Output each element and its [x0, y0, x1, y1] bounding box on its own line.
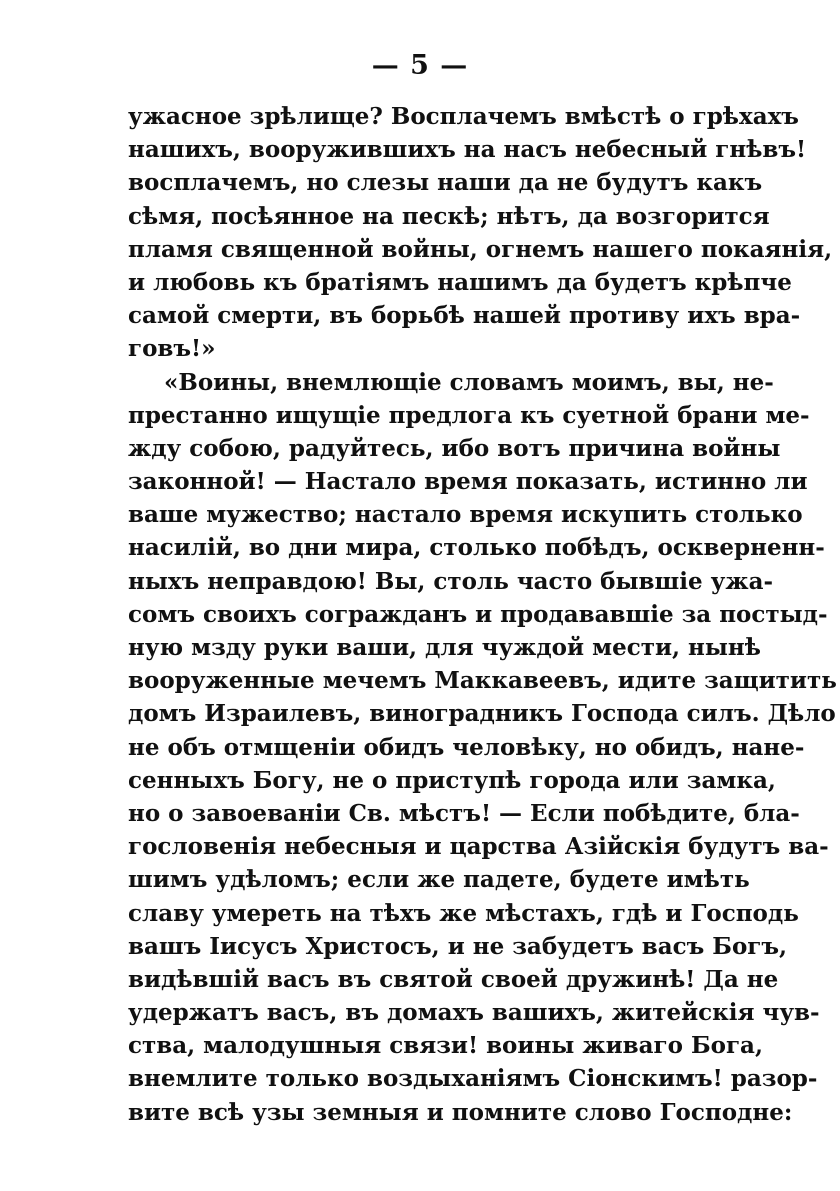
text-line: не объ отмщеніи обидъ человѣку, но обидъ, нане-	[128, 733, 805, 761]
text-line: говъ!»	[128, 335, 216, 363]
text-line: жду собою, радуйтесь, ибо вотъ причина войны	[128, 434, 781, 462]
text-line: гословенія небесныя и царства Азійскія будутъ ва-	[128, 833, 829, 861]
text-line: восплачемъ, но слезы наши да не будутъ какъ	[128, 169, 763, 197]
text-line: ства, малодушныя связи! воины живаго Бога,	[128, 1032, 763, 1060]
text-line: пламя священной войны, огнемъ нашего покаянія,	[128, 235, 833, 263]
text-line: видѣвшій васъ въ святой своей дружинѣ! Да не	[128, 965, 779, 993]
page-number: — 5 —	[371, 50, 469, 81]
text-line: удержатъ васъ, въ домахъ вашихъ, житейскія чув-	[128, 999, 820, 1027]
text-line: нашихъ, вооружившихъ на насъ небесный гнѣвъ!	[128, 136, 807, 164]
text-line: ваше мужество; настало время искупить столько	[128, 501, 803, 529]
body-text	[128, 100, 837, 1129]
text-line: вооруженные мечемъ Маккавеевъ, идите защитить	[128, 667, 837, 695]
text-line: сенныхъ Богу, не о приступѣ города или замка,	[128, 766, 776, 794]
text-line: сомъ своихъ согражданъ и продававшіе за постыд-	[128, 600, 828, 628]
text-line: шимъ удѣломъ; если же падете, будете имѣть	[128, 866, 750, 894]
text-line: домъ Израилевъ, виноградникъ Господа силъ. Дѣло	[128, 700, 836, 728]
text-line: престанно ищущіе предлога къ суетной брани ме-	[128, 401, 810, 429]
text-line: но о завоеваніи Св. мѣстъ! — Если побѣдите, бла-	[128, 799, 800, 827]
text-line: ныхъ неправдою! Вы, столь часто бывшіе ужа-	[128, 567, 774, 595]
text-line: сѣмя, посѣянное на пескѣ; нѣтъ, да возгорится	[128, 202, 770, 230]
paragraph-2	[128, 366, 837, 1129]
text-line: вите всѣ узы земныя и помните слово Господне:	[128, 1098, 793, 1126]
text-line: внемлите только воздыханіямъ Сіонскимъ! разор-	[128, 1065, 818, 1093]
text-line: вашъ Іисусъ Христосъ, и не забудетъ васъ Богъ,	[128, 932, 788, 960]
text-line: ужасное зрѣлище? Восплачемъ вмѣстѣ о грѣхахъ	[128, 103, 799, 130]
text-line: самой смерти, въ борьбѣ нашей противу ихъ вра-	[128, 302, 801, 330]
paragraph-1	[128, 100, 833, 366]
text-line: славу умереть на тѣхъ же мѣстахъ, гдѣ и Господь	[128, 899, 799, 927]
text-line: насилій, во дни мира, столько побѣдъ, оскверненн-	[128, 534, 825, 562]
text-line: и любовь къ братіямъ нашимъ да будетъ крѣпче	[128, 268, 792, 296]
text-line: «Воины, внемлющіе словамъ моимъ, вы, не-	[164, 368, 774, 396]
text-line: ную мзду руки ваши, для чуждой мести, нынѣ	[128, 634, 761, 661]
text-line: законной! — Настало время показать, истинно ли	[128, 468, 808, 496]
